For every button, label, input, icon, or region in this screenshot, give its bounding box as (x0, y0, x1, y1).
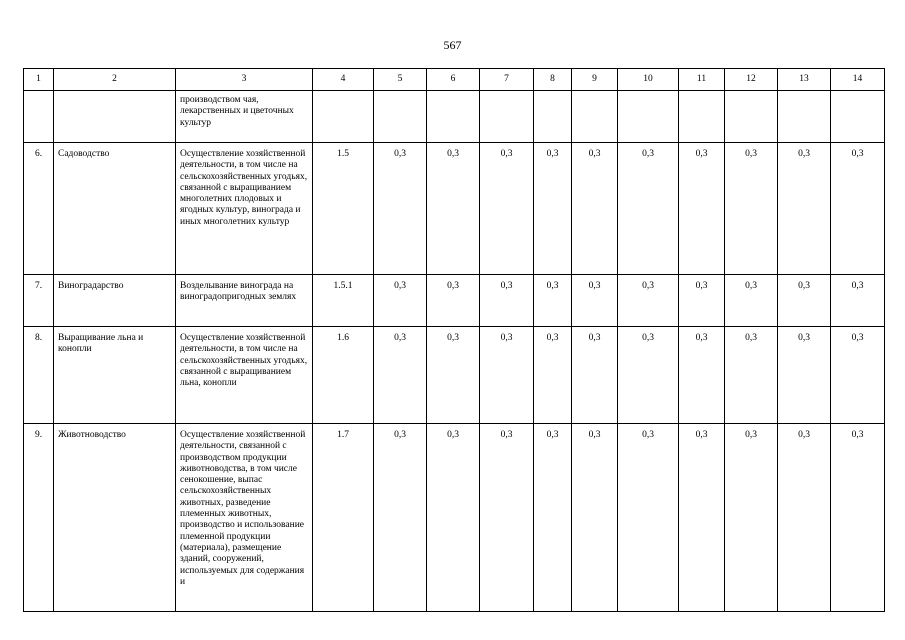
value-cell: 0,3 (480, 424, 534, 612)
value-cell (374, 91, 427, 143)
value-cell (480, 91, 534, 143)
column-header: 7 (480, 69, 534, 91)
table-row (24, 327, 885, 424)
value-cell: 0,3 (572, 424, 618, 612)
value-cell (679, 91, 725, 143)
value-cell: 0,3 (618, 275, 679, 327)
land-use-name-cell: Садоводство (54, 143, 176, 275)
value-cell: 0,3 (427, 424, 480, 612)
value-cell: 0,3 (679, 143, 725, 275)
value-cell: 0,3 (831, 275, 885, 327)
value-cell: 0,3 (778, 275, 831, 327)
column-header: 8 (534, 69, 572, 91)
value-cell: 0,3 (374, 143, 427, 275)
value-cell (831, 91, 885, 143)
value-cell: 0,3 (480, 143, 534, 275)
value-cell (778, 91, 831, 143)
code-cell (313, 91, 374, 143)
value-cell: 0,3 (427, 143, 480, 275)
column-header: 1 (24, 69, 54, 91)
value-cell: 0,3 (480, 275, 534, 327)
land-use-name-cell: Выращивание льна и конопли (54, 327, 176, 424)
value-cell: 0,3 (831, 327, 885, 424)
description-cell: Осуществление хозяйственной деятельности, связанной с производством продукции животноводства, в том числе сенокошение, выпас сельскохозяйственных животных, разведение племенных животных, производство и использование племенной продукции (материала), размещение зданий, сооружений, используемых для содержания и (176, 424, 313, 612)
value-cell: 0,3 (374, 327, 427, 424)
value-cell (427, 91, 480, 143)
column-header: 3 (176, 69, 313, 91)
table-row (24, 275, 885, 327)
column-header: 12 (725, 69, 778, 91)
column-header: 14 (831, 69, 885, 91)
value-cell: 0,3 (725, 275, 778, 327)
code-cell: 1.6 (313, 327, 374, 424)
value-cell: 0,3 (427, 275, 480, 327)
column-header: 5 (374, 69, 427, 91)
value-cell: 0,3 (679, 424, 725, 612)
code-cell: 1.5.1 (313, 275, 374, 327)
value-cell (618, 91, 679, 143)
value-cell: 0,3 (778, 424, 831, 612)
description-cell: производством чая, лекарственных и цветочных культур (176, 91, 313, 143)
value-cell: 0,3 (572, 275, 618, 327)
column-header: 6 (427, 69, 480, 91)
page-number: 567 (443, 38, 462, 52)
value-cell: 0,3 (534, 327, 572, 424)
column-header: 2 (54, 69, 176, 91)
value-cell: 0,3 (618, 327, 679, 424)
row-number-cell: 7. (24, 275, 54, 327)
column-header: 11 (679, 69, 725, 91)
value-cell: 0,3 (427, 327, 480, 424)
column-header: 13 (778, 69, 831, 91)
description-cell: Возделывание винограда на виноградопригодных землях (176, 275, 313, 327)
column-header: 4 (313, 69, 374, 91)
value-cell: 0,3 (778, 327, 831, 424)
value-cell (572, 91, 618, 143)
table-row (24, 91, 885, 143)
code-cell: 1.7 (313, 424, 374, 612)
value-cell: 0,3 (480, 327, 534, 424)
value-cell: 0,3 (831, 143, 885, 275)
column-header: 10 (618, 69, 679, 91)
value-cell (534, 91, 572, 143)
land-use-name-cell (54, 91, 176, 143)
row-number-cell (24, 91, 54, 143)
value-cell: 0,3 (679, 275, 725, 327)
value-cell (725, 91, 778, 143)
value-cell: 0,3 (725, 327, 778, 424)
value-cell: 0,3 (679, 327, 725, 424)
table-row (24, 424, 885, 612)
value-cell: 0,3 (618, 143, 679, 275)
value-cell: 0,3 (534, 275, 572, 327)
column-header: 9 (572, 69, 618, 91)
value-cell: 0,3 (534, 424, 572, 612)
value-cell: 0,3 (374, 275, 427, 327)
land-use-name-cell: Виноградарство (54, 275, 176, 327)
land-use-name-cell: Животноводство (54, 424, 176, 612)
value-cell: 0,3 (831, 424, 885, 612)
value-cell: 0,3 (725, 143, 778, 275)
land-use-table (23, 68, 885, 612)
value-cell: 0,3 (725, 424, 778, 612)
value-cell: 0,3 (534, 143, 572, 275)
value-cell: 0,3 (374, 424, 427, 612)
column-number-header-row (24, 69, 885, 91)
table-row (24, 143, 885, 275)
value-cell: 0,3 (572, 327, 618, 424)
code-cell: 1.5 (313, 143, 374, 275)
description-cell: Осуществление хозяйственной деятельности, в том числе на сельскохозяйственных угодьях, связанной с выращиванием льна, конопли (176, 327, 313, 424)
value-cell: 0,3 (618, 424, 679, 612)
value-cell: 0,3 (778, 143, 831, 275)
value-cell: 0,3 (572, 143, 618, 275)
description-cell: Осуществление хозяйственной деятельности, в том числе на сельскохозяйственных угодьях, связанной с выращиванием многолетних плодовых и ягодных культур, винограда и иных многолетних культур (176, 143, 313, 275)
row-number-cell: 8. (24, 327, 54, 424)
row-number-cell: 6. (24, 143, 54, 275)
row-number-cell: 9. (24, 424, 54, 612)
